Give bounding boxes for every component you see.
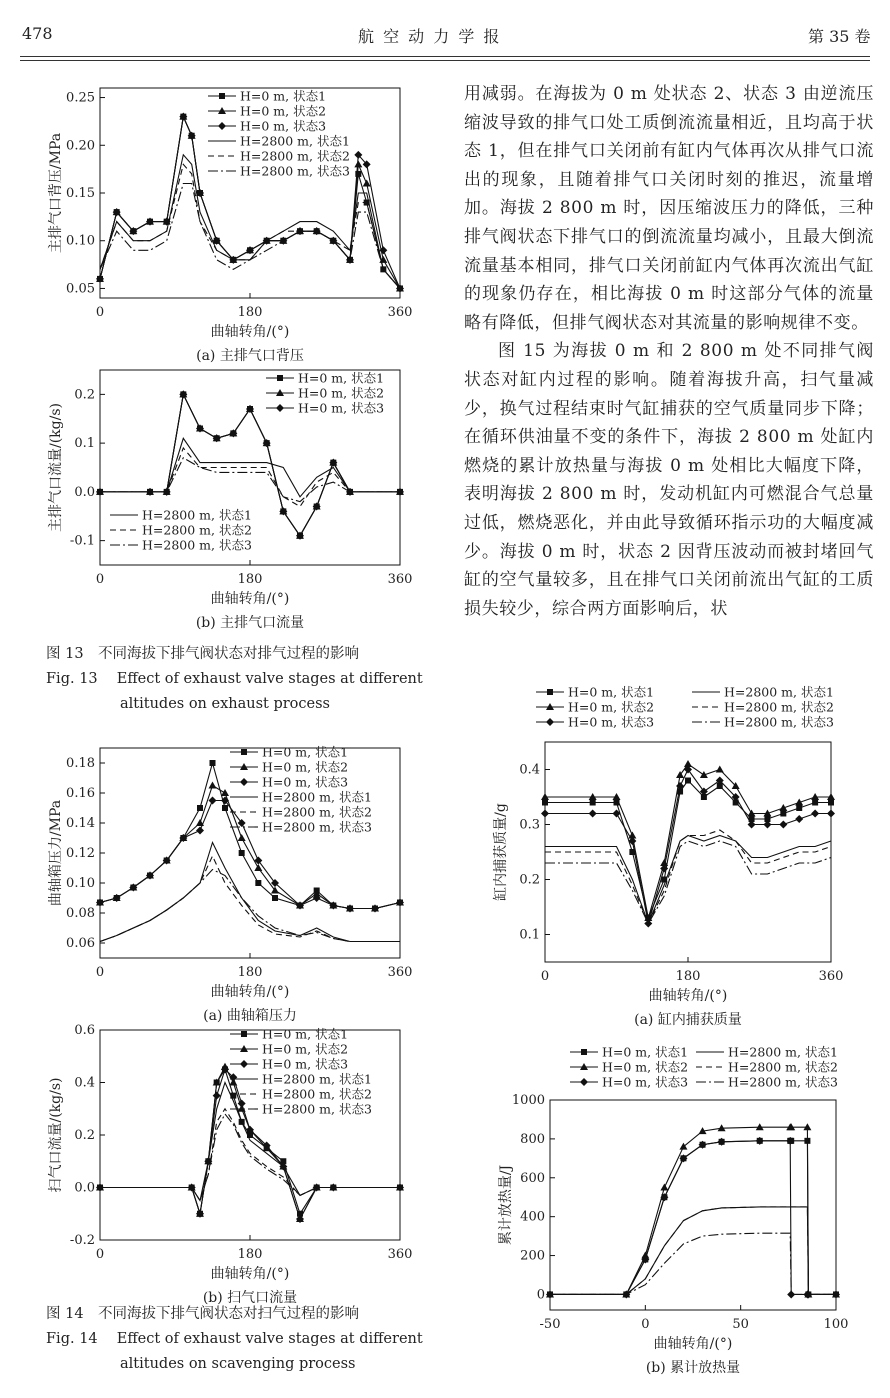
page-number: 478 — [22, 24, 53, 43]
legend-label: H=0 m, 状态1 — [262, 744, 349, 760]
y-tick-label: 0.2 — [519, 872, 540, 888]
data-point — [255, 880, 261, 886]
y-tick-label: 0.2 — [74, 387, 95, 403]
subcaption: (b) 累计放热量 — [645, 1360, 741, 1376]
chart-exhaust-backpressure — [40, 80, 440, 370]
series-line — [100, 870, 400, 942]
y-tick-label: 0.1 — [519, 927, 540, 943]
legend-label: H=0 m, 状态1 — [298, 370, 385, 386]
fig13-caption-en-1: Fig. 13 Effect of exhaust valve stages at different — [46, 671, 423, 687]
fig14-caption-en-1: Fig. 14 Effect of exhaust valve stages at different — [46, 1331, 423, 1347]
legend-label: H=2800 m, 状态1 — [728, 1044, 838, 1060]
series-line — [545, 836, 831, 924]
y-axis-label: 累计放热量/J — [498, 1164, 514, 1246]
data-point — [218, 122, 226, 130]
y-axis-label: 缸内捕获质量/g — [493, 803, 509, 901]
y-tick-label: 0.15 — [66, 186, 95, 201]
data-point — [795, 815, 803, 823]
series-line — [545, 841, 831, 924]
y-tick-label: 0.20 — [66, 138, 95, 154]
series-line — [100, 458, 400, 502]
series-2 — [541, 760, 835, 921]
chart-crankcase-pressure — [40, 740, 440, 1024]
legend-label: H=0 m, 状态1 — [568, 684, 655, 700]
x-tick-label: 0 — [95, 572, 105, 587]
header-rule-thin — [20, 60, 870, 61]
fig13-caption — [46, 642, 423, 717]
x-tick-label: 360 — [387, 1247, 413, 1262]
series-5 — [545, 830, 831, 924]
y-tick-label: 0.0 — [74, 1180, 95, 1196]
series-6 — [100, 458, 400, 502]
data-point — [197, 805, 203, 811]
y-tick-label: 0.4 — [74, 1075, 95, 1091]
legend-label: H=0 m, 状态2 — [262, 1041, 349, 1057]
y-axis-label: 主排气口背压/MPa — [48, 132, 64, 254]
series-3 — [546, 1137, 840, 1299]
y-tick-label: 0.06 — [66, 936, 95, 951]
x-tick-label: -50 — [539, 1317, 561, 1332]
x-tick-label: 180 — [237, 965, 263, 980]
y-tick-label: 0.05 — [66, 281, 95, 297]
y-tick-label: 0.14 — [66, 816, 95, 831]
series-line — [550, 1207, 836, 1295]
y-tick-label: 0.6 — [74, 1023, 95, 1038]
legend-label: H=2800 m, 状态3 — [728, 1074, 838, 1090]
x-tick-label: 0 — [95, 1247, 105, 1262]
x-axis-label: 曲轴转角/(°) — [653, 1336, 733, 1352]
data-point — [679, 1143, 687, 1150]
data-point — [209, 797, 217, 805]
y-tick-label: 0.2 — [74, 1128, 95, 1143]
legend-label: H=0 m, 状态1 — [602, 1044, 689, 1060]
y-tick-label: 0.0 — [74, 484, 95, 500]
data-point — [222, 805, 228, 811]
series-line — [100, 843, 400, 942]
data-point — [546, 718, 554, 726]
fig14-caption-en-2: altitudes on scavenging process — [120, 1356, 356, 1372]
series-line — [545, 764, 831, 918]
fig14-caption — [46, 1302, 423, 1377]
series-line — [550, 1141, 836, 1295]
data-point — [240, 1060, 248, 1068]
series-1 — [547, 1138, 839, 1298]
x-tick-label: 180 — [237, 305, 263, 320]
series-4 — [545, 836, 831, 924]
fig13-caption-cn: 图 13 不同海拔下排气阀状态对排气过程的影响 — [46, 646, 360, 662]
series-line — [545, 781, 831, 919]
data-point — [241, 749, 247, 755]
data-point — [542, 800, 548, 806]
page-header — [0, 24, 890, 54]
data-point — [239, 850, 245, 856]
y-tick-label: 0.10 — [66, 233, 95, 249]
series-6 — [550, 1233, 836, 1294]
data-point — [238, 819, 246, 827]
data-point — [221, 789, 229, 796]
legend-label: H=0 m, 状态2 — [568, 699, 655, 715]
series-line — [545, 830, 831, 924]
series-line — [550, 1127, 836, 1294]
data-point — [589, 810, 597, 818]
legend-label: H=0 m, 状态3 — [568, 714, 655, 730]
x-tick-label: 0 — [95, 305, 105, 320]
series-6 — [100, 870, 400, 942]
data-point — [581, 1049, 587, 1055]
y-tick-label: 0.08 — [66, 906, 95, 921]
chart-exhaust-flow — [40, 362, 440, 632]
body-text — [464, 80, 874, 623]
y-axis-label: 扫气口流量/(kg/s) — [48, 1077, 64, 1193]
chart-scavenge-flow — [40, 1022, 440, 1306]
data-point — [660, 1184, 668, 1191]
data-point — [541, 810, 549, 818]
data-point — [238, 834, 246, 841]
data-point — [828, 800, 834, 806]
data-point — [716, 766, 724, 773]
y-tick-label: 0.4 — [519, 762, 540, 778]
x-axis-label: 曲轴转角/(°) — [210, 591, 290, 607]
data-point — [812, 800, 818, 806]
legend-label: H=0 m, 状态3 — [262, 774, 349, 790]
series-line — [100, 763, 400, 909]
x-tick-label: 360 — [387, 965, 413, 980]
y-tick-label: -0.2 — [69, 1233, 95, 1248]
series-5 — [100, 1109, 400, 1201]
series-4 — [100, 843, 400, 942]
y-tick-label: 0.16 — [66, 786, 95, 801]
y-axis-label: 曲轴箱压力/MPa — [48, 799, 64, 907]
legend-label: H=0 m, 状态3 — [262, 1056, 349, 1072]
data-point — [796, 805, 802, 811]
legend-label: H=2800 m, 状态2 — [724, 699, 834, 715]
series-line — [100, 448, 400, 507]
y-tick-label: 400 — [520, 1209, 545, 1225]
y-tick-label: 0.18 — [66, 756, 95, 771]
x-axis-label: 曲轴转角/(°) — [210, 984, 290, 1000]
series-line — [100, 164, 400, 288]
x-tick-label: 100 — [823, 1317, 849, 1332]
legend-label: H=2800 m, 状态2 — [240, 148, 350, 164]
x-tick-label: 50 — [732, 1317, 749, 1332]
x-axis-label: 曲轴转角/(°) — [210, 324, 290, 340]
data-point — [547, 689, 553, 695]
legend-label: H=0 m, 状态2 — [298, 385, 385, 401]
subcaption: (a) 缸内捕获质量 — [634, 1012, 742, 1028]
x-tick-label: 360 — [387, 305, 413, 320]
legend-label: H=0 m, 状态3 — [240, 118, 327, 134]
y-axis-label: 主排气口流量/(kg/s) — [48, 403, 64, 532]
data-point — [811, 810, 819, 818]
legend-label: H=2800 m, 状态2 — [262, 804, 372, 820]
legend-label: H=2800 m, 状态1 — [262, 789, 372, 805]
y-tick-label: 200 — [520, 1248, 545, 1264]
data-point — [590, 800, 596, 806]
legend-label: H=2800 m, 状态2 — [142, 522, 252, 538]
x-tick-label: 0 — [540, 969, 550, 984]
paragraph-2: 图 15 为海拔 0 m 和 2 800 m 处不同排气阀状态对缸内过程的影响。随着海拔升高，扫气量减少，换气过程结束时气缸捕获的空气质量同步下降；在循环供油量不变的条件下，海拔 2 800 m 处缸内燃烧的累计放热量与海拔 0 m 处相比大幅度下降，表明海拔 2 800 m 时，发动机缸内可燃混合气总量过低，燃烧恶化，并由此导致循环指示功的大幅度减少。海拔 0 m 时，状态 2 因背压波动而被封堵回气缸的空气量较多，且在排气口关闭前流出气缸的工质损失较少，综合两方面影响后，状 — [464, 341, 874, 619]
series-line — [100, 438, 400, 497]
legend-label: H=2800 m, 状态2 — [728, 1059, 838, 1075]
legend-label: H=2800 m, 状态3 — [262, 1101, 372, 1117]
x-tick-label: 360 — [818, 969, 844, 984]
data-point — [272, 895, 278, 901]
legend-label: H=2800 m, 状态3 — [142, 537, 252, 553]
volume-label: 第 35 卷 — [808, 27, 871, 46]
x-tick-label: 180 — [675, 969, 701, 984]
data-point — [354, 160, 362, 167]
data-point — [240, 778, 248, 786]
data-point — [210, 760, 216, 766]
legend-label: H=2800 m, 状态1 — [142, 507, 252, 523]
header-rule — [20, 56, 870, 57]
series-2 — [546, 1123, 840, 1297]
subcaption: (a) 主排气口背压 — [196, 348, 304, 364]
legend-label: H=0 m, 状态3 — [602, 1074, 689, 1090]
series-5 — [550, 1207, 836, 1295]
y-tick-label: -0.1 — [69, 533, 95, 549]
data-point — [241, 1031, 247, 1037]
data-point — [276, 404, 284, 412]
data-point — [780, 811, 786, 817]
subcaption: (a) 曲轴箱压力 — [203, 1008, 297, 1024]
plot-frame — [550, 1100, 836, 1310]
legend-label: H=0 m, 状态2 — [602, 1059, 689, 1075]
paragraph-1: 用减弱。在海拔为 0 m 处状态 2、状态 3 由逆流压缩波导致的排气口处工质倒流流量相近，且均高于状态 1，但在排气口关闭前有缸内气体再次从排气口流出的现象，且随着排气口关闭时刻的推迟，流量增加。海拔 2 800 m 时，因压缩波压力的降低，三种排气阀状态下排气口的倒流流量均减小，且最大倒流流量基本相同，排气口关闭前缸内气体再次流出气缸的现象仍存在，相比海拔 0 m 时这部分气体的流量略有降低，但排气阀状态对其流量的影响规律不变。 — [464, 84, 874, 333]
legend-label: H=0 m, 状态3 — [298, 400, 385, 416]
series-line — [550, 1233, 836, 1294]
x-tick-label: 360 — [387, 572, 413, 587]
y-tick-label: 0.1 — [74, 436, 95, 452]
subcaption: (b) 主排气口流量 — [195, 615, 305, 631]
y-tick-label: 0.3 — [519, 817, 540, 833]
series-line — [100, 1109, 400, 1201]
data-point — [827, 810, 835, 818]
data-point — [209, 782, 217, 789]
y-tick-label: 600 — [520, 1170, 545, 1186]
data-point — [277, 375, 283, 381]
x-tick-label: 0 — [641, 1317, 650, 1332]
legend-label: H=2800 m, 状态1 — [262, 1071, 372, 1087]
series-line — [550, 1141, 836, 1295]
series-line — [550, 1207, 836, 1295]
legend-label: H=0 m, 状态2 — [262, 759, 349, 775]
x-axis-label: 曲轴转角/(°) — [648, 988, 728, 1004]
data-point — [580, 1078, 588, 1086]
x-tick-label: 0 — [95, 965, 105, 980]
legend-label: H=0 m, 状态1 — [262, 1026, 349, 1042]
fig13-caption-en-2: altitudes on exhaust process — [120, 696, 330, 712]
y-tick-label: 800 — [520, 1131, 545, 1147]
x-tick-label: 180 — [237, 1247, 263, 1262]
series-5 — [100, 448, 400, 507]
y-tick-label: 0 — [536, 1287, 545, 1303]
series-5 — [100, 164, 400, 288]
data-point — [779, 821, 787, 829]
chart-cumulative-heat — [470, 1040, 890, 1380]
x-axis-label: 曲轴转角/(°) — [210, 1266, 290, 1282]
y-tick-label: 0.25 — [66, 90, 95, 106]
legend-label: H=0 m, 状态1 — [240, 88, 327, 104]
legend-label: H=2800 m, 状态3 — [262, 819, 372, 835]
series-1 — [97, 760, 403, 912]
legend-label: H=2800 m, 状态1 — [240, 133, 350, 149]
chart-trapped-mass — [470, 680, 890, 1028]
y-tick-label: 0.10 — [66, 876, 95, 891]
series-6 — [545, 841, 831, 924]
data-point — [196, 827, 204, 835]
y-tick-label: 0.12 — [66, 846, 95, 861]
series-4 — [550, 1207, 836, 1295]
series-4 — [100, 438, 400, 497]
data-point — [219, 93, 225, 99]
legend-label: H=0 m, 状态2 — [240, 103, 327, 119]
journal-title: 航 空 动 力 学 报 — [358, 27, 502, 46]
data-point — [685, 778, 691, 784]
fig14-caption-cn: 图 14 不同海拔下排气阀状态对扫气过程的影响 — [46, 1306, 360, 1322]
legend-label: H=2800 m, 状态3 — [240, 163, 350, 179]
legend-label: H=2800 m, 状态2 — [262, 1086, 372, 1102]
y-tick-label: 1000 — [511, 1093, 545, 1108]
legend-label: H=2800 m, 状态3 — [724, 714, 834, 730]
subcaption: (b) 扫气口流量 — [202, 1290, 298, 1306]
legend-label: H=2800 m, 状态1 — [724, 684, 834, 700]
x-tick-label: 180 — [237, 572, 263, 587]
